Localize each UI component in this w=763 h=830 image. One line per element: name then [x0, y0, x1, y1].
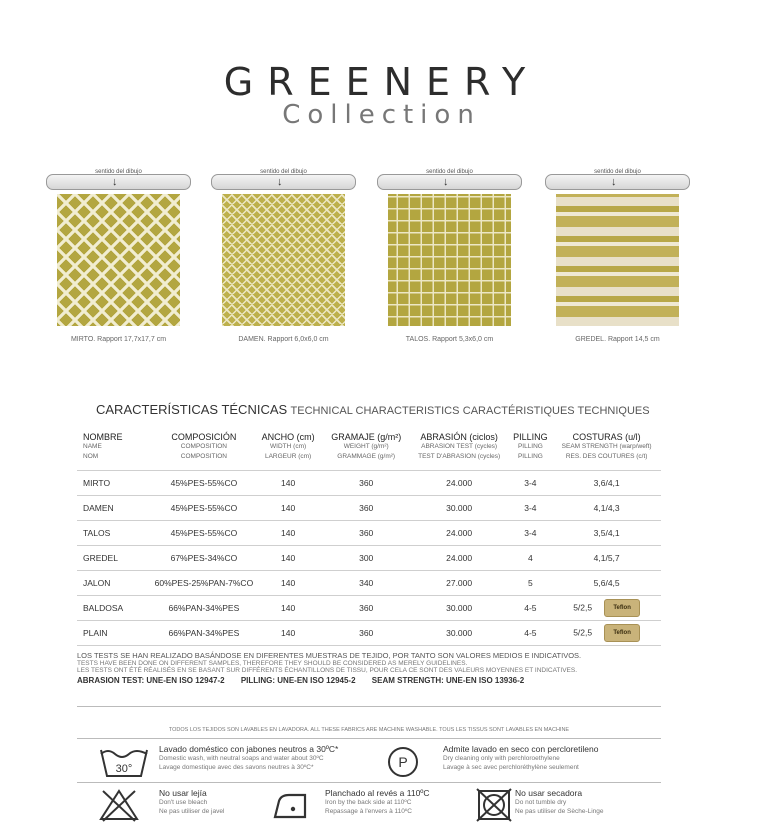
- cell-weight: [323, 571, 410, 596]
- cell-pilling-text: 3-4: [524, 503, 537, 513]
- swatch-mirto: [46, 170, 191, 343]
- cell-pilling: [509, 596, 553, 621]
- wash-fr: Lavage domestique avec des savons neutres à 30ºC*: [159, 764, 314, 771]
- cell-name-text: PLAIN: [83, 628, 108, 638]
- cell-seam: [552, 621, 661, 646]
- no-bleach-fr: Ne pas utiliser de javel: [159, 808, 225, 815]
- swatch-caption: TALOS. Rapport 5,3x6,0 cm: [405, 336, 494, 343]
- cell-width-text: 140: [281, 503, 296, 513]
- cell-weight: [323, 471, 410, 496]
- cell-name-text: TALOS: [83, 528, 111, 538]
- cell-abrasion-text: 30.000: [446, 503, 473, 513]
- cell-name: [77, 471, 154, 496]
- swatch-caption: MIRTO. Rapport 17,7x17,7 cm: [70, 336, 167, 343]
- iron-es: Planchado al revés a 110ºC: [325, 788, 430, 798]
- no-bleach-icon: [97, 786, 151, 826]
- cell-abrasion: [410, 471, 509, 496]
- cell-name-text: JALON: [83, 578, 111, 588]
- cell-seam-text: 5/2,5: [573, 627, 593, 638]
- cell-weight: [323, 521, 410, 546]
- cell-pilling-text: 4-5: [524, 628, 537, 638]
- teflon-badge-icon: Teflon: [604, 599, 640, 617]
- cell-width: [254, 571, 323, 596]
- cell-pilling: [509, 521, 553, 546]
- cell-composition: [154, 621, 253, 646]
- col-header-composition: COMPOSICIÓN COMPOSITION COMPOSITION: [171, 432, 237, 460]
- fabric-swatch-image: [388, 194, 511, 326]
- cell-seam: [552, 521, 661, 546]
- cell-pilling-text: 3-4: [524, 478, 537, 488]
- cell-pilling-text: 4-5: [524, 603, 537, 613]
- iron-fr: Repassage à l'envers à 110ºC: [325, 808, 412, 815]
- fabric-swatch-image: [57, 194, 180, 326]
- cell-abrasion-text: 27.000: [446, 578, 473, 588]
- swatch-caption: GREDEL. Rapport 14,5 cm: [575, 336, 660, 343]
- svg-text:30°: 30°: [115, 763, 133, 775]
- cell-abrasion-text: 30.000: [446, 603, 473, 613]
- fabric-roller: [377, 170, 522, 192]
- table-row: [77, 496, 661, 521]
- cell-seam: [552, 471, 661, 496]
- cell-seam: [552, 546, 661, 571]
- cell-composition-text: 60%PES-25%PAN-7%CO: [154, 578, 254, 588]
- cell-abrasion-text: 30.000: [446, 628, 473, 638]
- cell-weight-text: 360: [359, 603, 374, 613]
- dry-clean-es: Admite lavado en seco con percloretileno: [443, 744, 599, 754]
- dry-clean-fr: Lavage à sec avec perchloréthylène seulement: [443, 764, 579, 771]
- cell-composition: [154, 546, 253, 571]
- fabric-roller: [46, 170, 191, 192]
- cell-seam-text: 5/2,5: [573, 602, 593, 613]
- wash-es: Lavado doméstico con jabones neutros a 30ºC*: [159, 744, 339, 754]
- test-notes: [77, 651, 667, 685]
- cell-name: [77, 571, 154, 596]
- cell-seam-text: 4,1/5,7: [593, 553, 620, 563]
- cell-seam-text: 4,1/4,3: [593, 503, 620, 513]
- care-row-1: [77, 742, 661, 786]
- fabric-swatch-image: [222, 194, 345, 326]
- arrow-down-icon: ↓: [277, 176, 283, 188]
- note-en: TESTS HAVE BEEN DONE ON DIFFERENT SAMPLES, THEREFORE THEY SHOULD BE CONSIDERED AS MERELY GUIDELINES.: [77, 660, 468, 667]
- no-tumble-dry-fr: Ne pas utiliser de Sèche-Linge: [515, 808, 604, 815]
- roller-label: sentido del dibujo: [95, 169, 142, 175]
- swatch-damen: [211, 170, 356, 343]
- no-tumble-dry-es: No usar secadora: [515, 788, 583, 798]
- cell-composition-text: 45%PES-55%CO: [170, 528, 238, 538]
- cell-width-text: 140: [281, 478, 296, 488]
- cell-name-text: GREDEL: [83, 553, 118, 563]
- divider: [77, 706, 661, 707]
- note-fr: LES TESTS ONT ÉTÉ RÉALISÉS EN SE BASANT SUR DIFFÉRENTS ÉCHANTILLONS DE TISSU, POUR CELA CE SONT DES VALEURS MOYENNES ET INDICATIVES.: [77, 667, 578, 674]
- cell-seam-text: 3,5/4,1: [593, 528, 620, 538]
- wash-30-icon: [97, 742, 151, 782]
- seam-standard: SEAM STRENGTH: UNE-EN ISO 13936-2: [371, 676, 525, 685]
- cell-pilling: [509, 546, 553, 571]
- cell-composition-text: 45%PES-55%CO: [170, 503, 238, 513]
- no-bleach-en: Don't use bleach: [159, 799, 208, 806]
- cell-composition: [154, 596, 253, 621]
- cell-name: [77, 546, 154, 571]
- cell-abrasion: [410, 571, 509, 596]
- cell-pilling: [509, 571, 553, 596]
- iron-en: Iron by the back side at 110ºC: [325, 799, 412, 806]
- cell-pilling-text: 4: [528, 553, 533, 563]
- washable-note: TODOS LOS TEJIDOS SON LAVABLES EN LAVADORA. ALL THESE FABRICS ARE MACHINE WASHABLE. TOUS LES TISSUS SONT LAVABLES EN MACHINE: [168, 727, 570, 733]
- abrasion-standard: ABRASION TEST: UNE-EN ISO 12947-2: [77, 676, 225, 685]
- iron-icon: [269, 786, 323, 826]
- cell-width-text: 140: [281, 603, 296, 613]
- cell-seam-text: 5,6/4,5: [593, 578, 620, 588]
- cell-name-text: DAMEN: [83, 503, 114, 513]
- cell-width: [254, 496, 323, 521]
- col-header-abrasion: ABRASIÓN (ciclos) ABRASION TEST (cycles) TEST D'ABRASION (cycles): [418, 432, 501, 460]
- cell-weight-text: 360: [359, 628, 374, 638]
- cell-width: [254, 596, 323, 621]
- cell-weight-text: 300: [359, 553, 374, 563]
- cell-weight-text: 340: [359, 578, 374, 588]
- brand-subtitle: Collection: [282, 100, 481, 130]
- roller-label: sentido del dibujo: [260, 169, 307, 175]
- col-header-width: ANCHO (cm) WIDTH (cm) LARGEUR (cm): [261, 432, 315, 460]
- cell-abrasion: [410, 546, 509, 571]
- care-row-2: [77, 786, 661, 830]
- cell-composition: [154, 571, 253, 596]
- cell-width-text: 140: [281, 628, 296, 638]
- arrow-down-icon: ↓: [443, 176, 449, 188]
- cell-abrasion: [410, 621, 509, 646]
- table-row: [77, 596, 661, 621]
- cell-abrasion: [410, 596, 509, 621]
- cell-composition-text: 45%PES-55%CO: [170, 478, 238, 488]
- cell-weight-text: 360: [359, 503, 374, 513]
- roller-label: sentido del dibujo: [594, 169, 641, 175]
- table-row: [77, 621, 661, 646]
- cell-width: [254, 521, 323, 546]
- cell-composition: [154, 496, 253, 521]
- dry-clean-p-icon: [383, 742, 437, 782]
- cell-width-text: 140: [281, 578, 296, 588]
- cell-abrasion: [410, 521, 509, 546]
- swatch-talos: [377, 170, 522, 343]
- table-row: [77, 521, 661, 546]
- table-row: [77, 471, 661, 496]
- cell-abrasion: [410, 496, 509, 521]
- tech-heading: [96, 402, 650, 417]
- fabric-roller: [211, 170, 356, 192]
- swatch-gredel: [545, 170, 690, 343]
- table-row: [77, 546, 661, 571]
- dry-clean-en: Dry cleaning only with perchloroethylene: [443, 755, 560, 762]
- col-header-name: NOMBRE NAME NOM: [83, 432, 123, 460]
- cell-width-text: 140: [281, 553, 296, 563]
- cell-abrasion-text: 24.000: [446, 528, 473, 538]
- no-bleach-es: No usar lejía: [159, 788, 207, 798]
- cell-weight: [323, 621, 410, 646]
- svg-text:P: P: [398, 754, 408, 770]
- cell-abrasion-text: 24.000: [446, 553, 473, 563]
- standards-line: [77, 676, 667, 685]
- cell-width: [254, 546, 323, 571]
- cell-seam: [552, 496, 661, 521]
- cell-name: [77, 496, 154, 521]
- swatch-caption: DAMEN. Rapport 6,0x6,0 cm: [238, 336, 329, 343]
- no-tumble-dry-en: Do not tumble dry: [515, 799, 567, 806]
- cell-pilling: [509, 496, 553, 521]
- cell-width: [254, 621, 323, 646]
- cell-name-text: MIRTO: [83, 478, 111, 488]
- cell-weight: [323, 496, 410, 521]
- cell-composition-text: 66%PAN-34%PES: [168, 628, 240, 638]
- table-row: [77, 571, 661, 596]
- divider: [77, 782, 661, 783]
- arrow-down-icon: ↓: [112, 176, 118, 188]
- cell-name: [77, 596, 154, 621]
- cell-composition: [154, 471, 253, 496]
- cell-width-text: 140: [281, 528, 296, 538]
- cell-weight: [323, 546, 410, 571]
- arrow-down-icon: ↓: [611, 176, 617, 188]
- col-header-seam: COSTURAS (u/l) SEAM STRENGTH (warp/weft) RES. DES COUTURES (c/t): [561, 432, 652, 460]
- fabric-roller: [545, 170, 690, 192]
- cell-pilling: [509, 471, 553, 496]
- cell-name: [77, 521, 154, 546]
- tech-table: [77, 432, 661, 646]
- col-header-pilling: PILLING PILLING PILLING: [513, 432, 548, 460]
- divider: [77, 738, 661, 739]
- tech-heading-es: CARACTERÍSTICAS TÉCNICAS: [96, 402, 288, 417]
- cell-abrasion-text: 24.000: [446, 478, 473, 488]
- cell-pilling-text: 5: [528, 578, 533, 588]
- cell-weight-text: 360: [359, 528, 374, 538]
- cell-composition-text: 67%PES-34%CO: [170, 553, 238, 563]
- cell-name-text: BALDOSA: [83, 603, 124, 613]
- cell-seam-text: 3,6/4,1: [593, 478, 620, 488]
- tech-heading-en: TECHNICAL CHARACTERISTICS: [290, 405, 460, 417]
- cell-seam: [552, 571, 661, 596]
- cell-seam: [552, 596, 661, 621]
- cell-composition: [154, 521, 253, 546]
- cell-width: [254, 471, 323, 496]
- teflon-badge-icon: Teflon: [604, 624, 640, 642]
- cell-pilling: [509, 621, 553, 646]
- tech-heading-fr: CARACTÉRISTIQUES TECHNIQUES: [462, 405, 650, 417]
- fabric-swatch-image: [556, 194, 679, 326]
- pilling-standard: PILLING: UNE-EN ISO 12945-2: [240, 676, 356, 685]
- roller-label: sentido del dibujo: [426, 169, 473, 175]
- cell-weight-text: 360: [359, 478, 374, 488]
- cell-pilling-text: 3-4: [524, 528, 537, 538]
- col-header-weight: GRAMAJE (g/m²) WEIGHT (g/m²) GRAMMAGE (g/m²): [331, 432, 402, 460]
- cell-composition-text: 66%PAN-34%PES: [168, 603, 240, 613]
- brand-title: GREENERY: [223, 60, 540, 104]
- wash-en: Domestic wash, with neutral soaps and water about 30ºC: [159, 755, 324, 762]
- cell-name: [77, 621, 154, 646]
- cell-weight: [323, 596, 410, 621]
- note-es: LOS TESTS SE HAN REALIZADO BASÁNDOSE EN DIFERENTES MUESTRAS DE TEJIDO, POR TANTO SON VALORES MEDIOS E INDICATIVOS.: [77, 651, 582, 660]
- table-header-row: [77, 432, 661, 471]
